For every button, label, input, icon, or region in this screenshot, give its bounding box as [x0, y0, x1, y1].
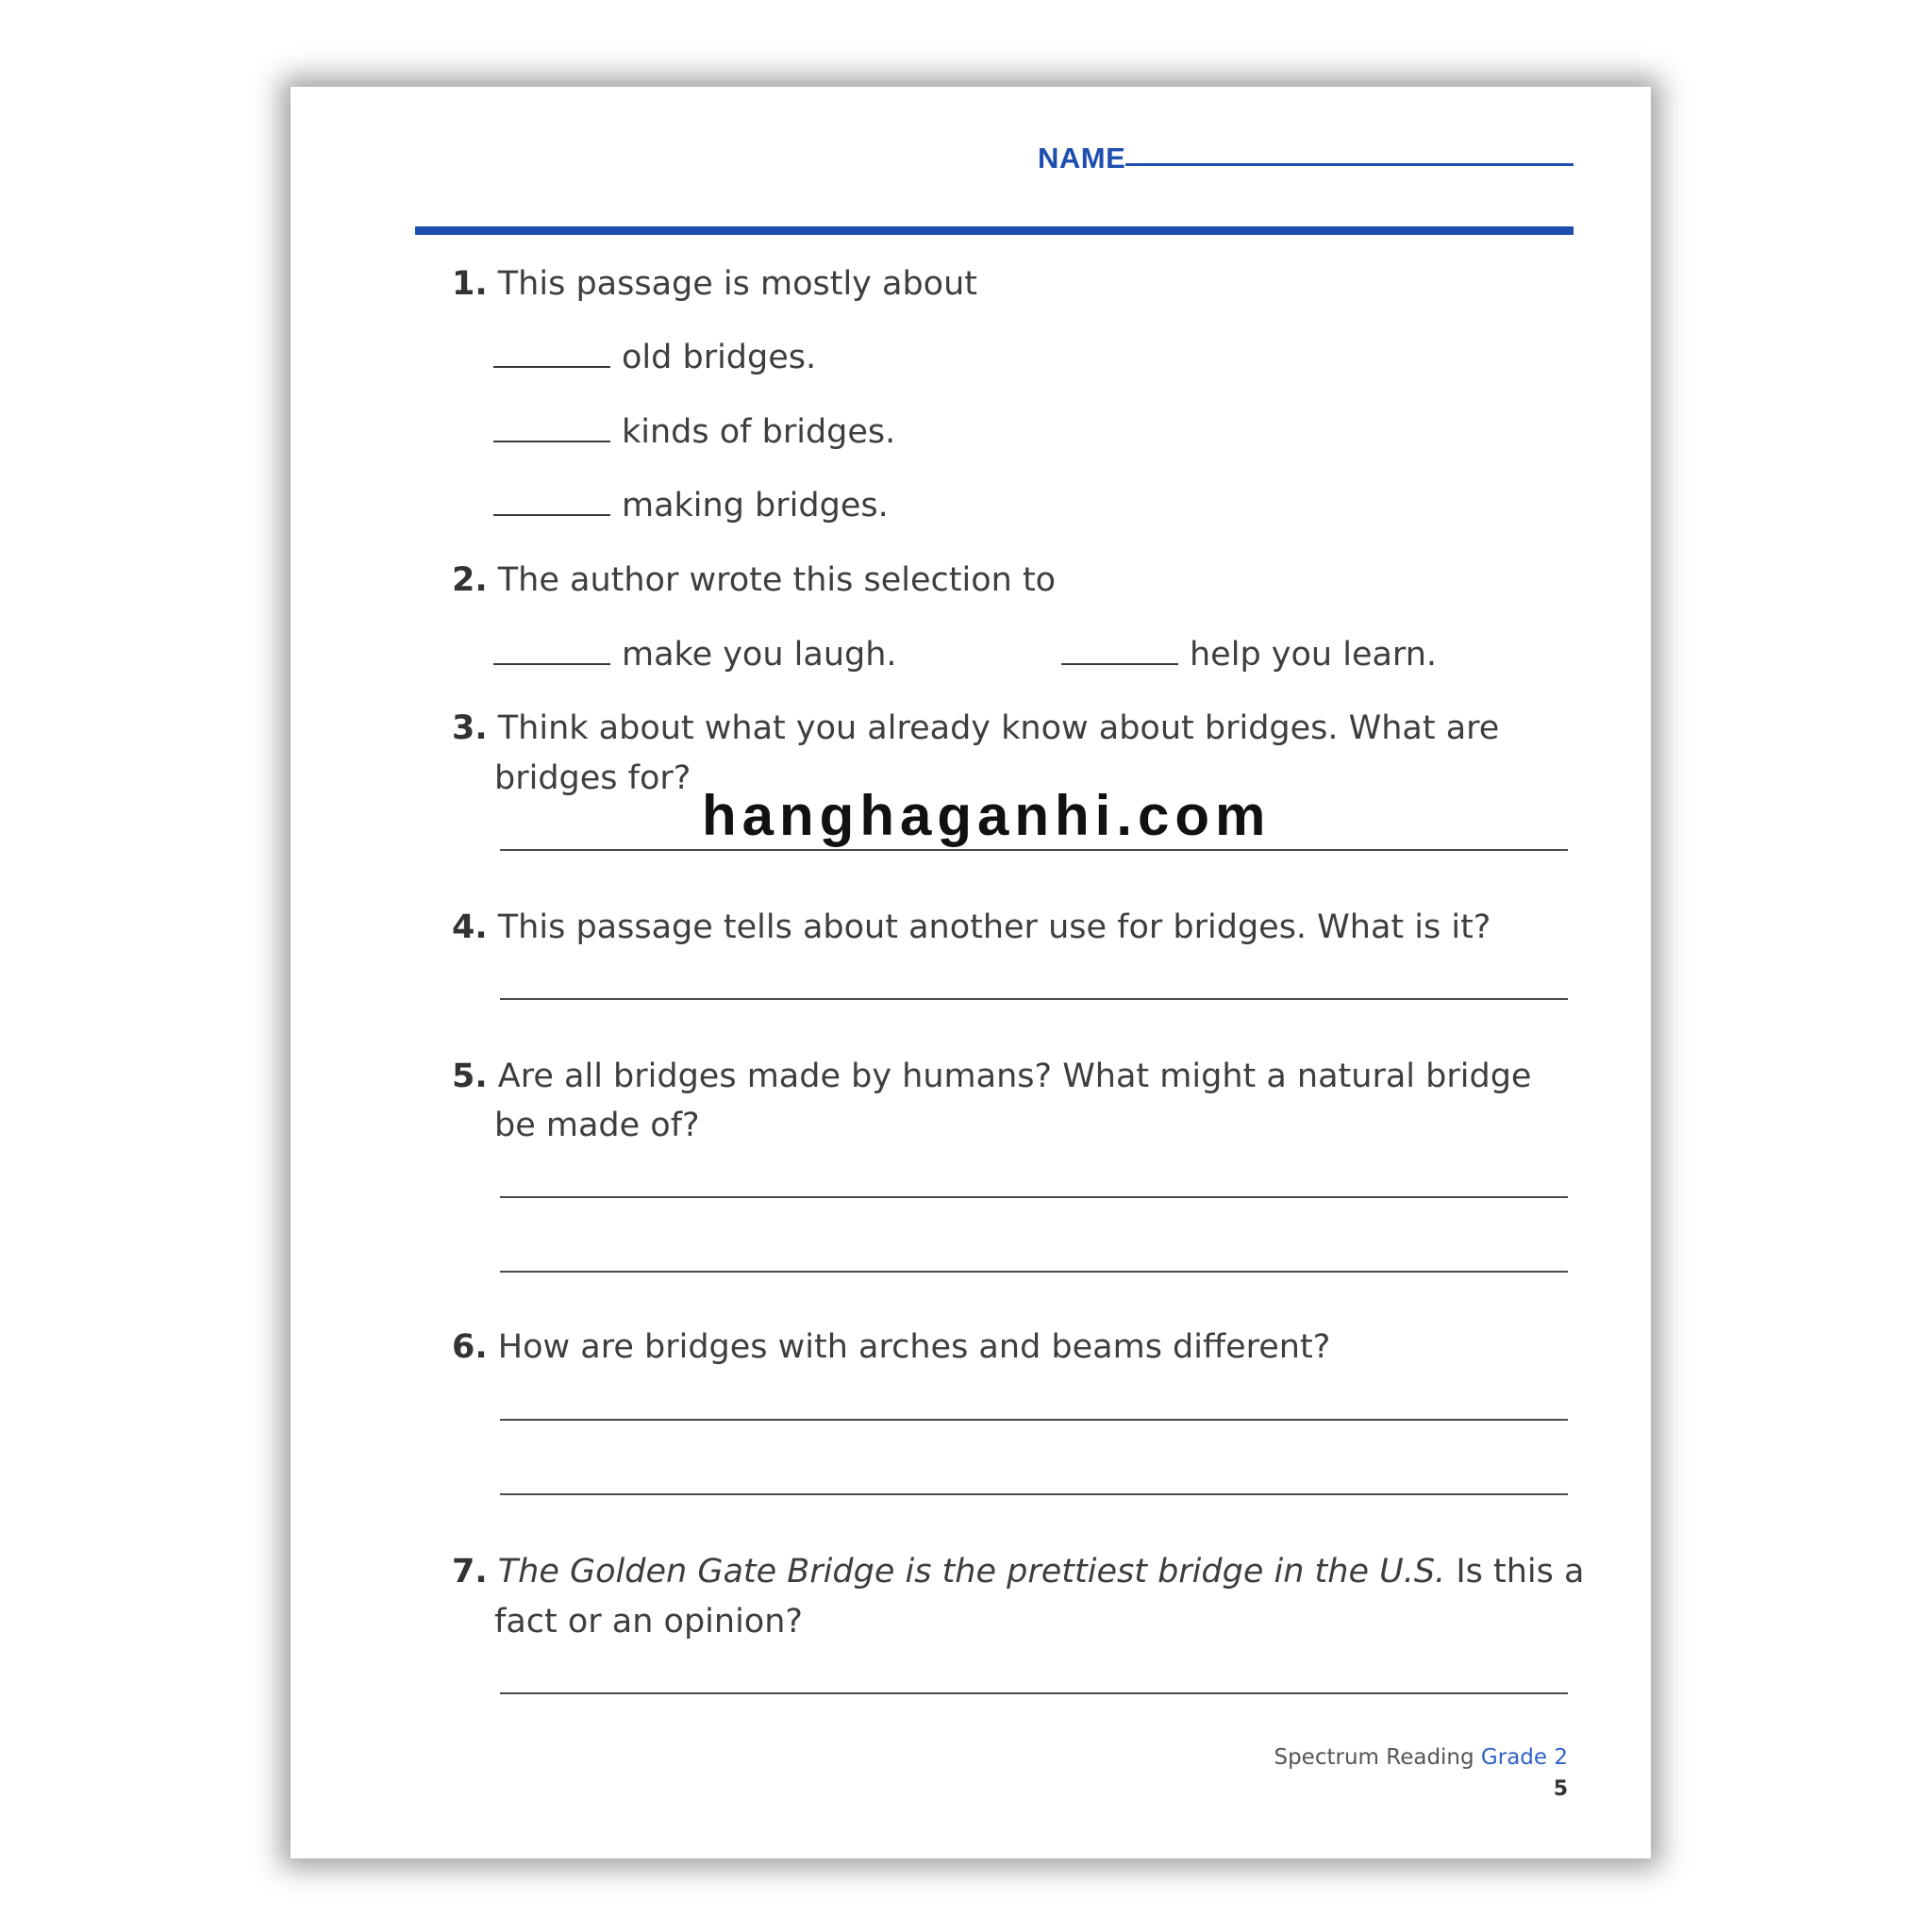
answer-blank[interactable]: [493, 514, 610, 516]
answer-line[interactable]: [500, 1196, 1568, 1198]
question-statement: The Golden Gate Bridge is the prettiest bridge in the U.S.: [497, 1553, 1446, 1591]
question-text: Is this a: [1456, 1553, 1585, 1591]
question-3: [452, 709, 1500, 747]
option-text: making bridges.: [622, 487, 889, 525]
question-6: [452, 1328, 1331, 1366]
answer-line[interactable]: [500, 1271, 1568, 1273]
question-5-continued: be made of?: [494, 1107, 700, 1144]
question-text: This passage tells about another use for bridges. What is it?: [497, 908, 1491, 946]
question-7-continued: fact or an opinion?: [494, 1603, 803, 1641]
watermark-text: hanghaganhi.com: [702, 784, 1272, 847]
question-text: This passage is mostly about: [497, 265, 977, 303]
answer-blank[interactable]: [493, 663, 610, 665]
answer-line[interactable]: [500, 849, 1568, 851]
q2-option-1: [493, 636, 897, 674]
worksheet-page: [291, 87, 1651, 1858]
question-text: How are bridges with arches and beams different?: [497, 1328, 1331, 1366]
question-5: [452, 1060, 1531, 1093]
question-number: 1.: [452, 265, 488, 303]
page-number: 5: [1553, 1777, 1568, 1801]
question-number: 7.: [452, 1553, 488, 1591]
q2-option-2: [1061, 636, 1438, 674]
question-4: [452, 908, 1491, 946]
series-name: Spectrum Reading: [1274, 1745, 1474, 1770]
question-2: [452, 561, 1057, 599]
question-number: 4.: [452, 908, 488, 946]
answer-blank[interactable]: [493, 366, 610, 368]
option-text: make you laugh.: [622, 636, 897, 674]
answer-blank[interactable]: [1061, 663, 1178, 665]
question-7: [452, 1553, 1585, 1591]
answer-line[interactable]: [500, 998, 1568, 1000]
footer-series: [1274, 1745, 1568, 1770]
question-text: Think about what you already know about bridges. What are: [497, 709, 1500, 747]
answer-line[interactable]: [500, 1419, 1568, 1421]
question-number: 5.: [452, 1058, 488, 1095]
answer-blank[interactable]: [493, 441, 610, 442]
question-number: 2.: [452, 561, 488, 599]
question-text: Are all bridges made by humans? What might a natural bridge: [497, 1058, 1532, 1095]
question-text: The author wrote this selection to: [497, 561, 1057, 599]
q1-option-3: [493, 487, 889, 525]
question-1: [452, 265, 977, 303]
grade-label: Grade 2: [1480, 1745, 1568, 1770]
name-field-line[interactable]: [1125, 163, 1574, 166]
question-number: 3.: [452, 709, 488, 747]
option-text: help you learn.: [1190, 636, 1438, 674]
q1-option-1: [493, 341, 816, 375]
header-rule: [415, 226, 1574, 235]
option-text: kinds of bridges.: [622, 413, 896, 451]
q1-option-2: [493, 413, 896, 451]
answer-line[interactable]: [500, 1692, 1568, 1694]
name-label: NAME: [1038, 142, 1126, 175]
option-text: old bridges.: [622, 339, 817, 376]
answer-line[interactable]: [500, 1493, 1568, 1495]
question-number: 6.: [452, 1328, 488, 1366]
question-3-continued: bridges for?: [494, 759, 691, 797]
